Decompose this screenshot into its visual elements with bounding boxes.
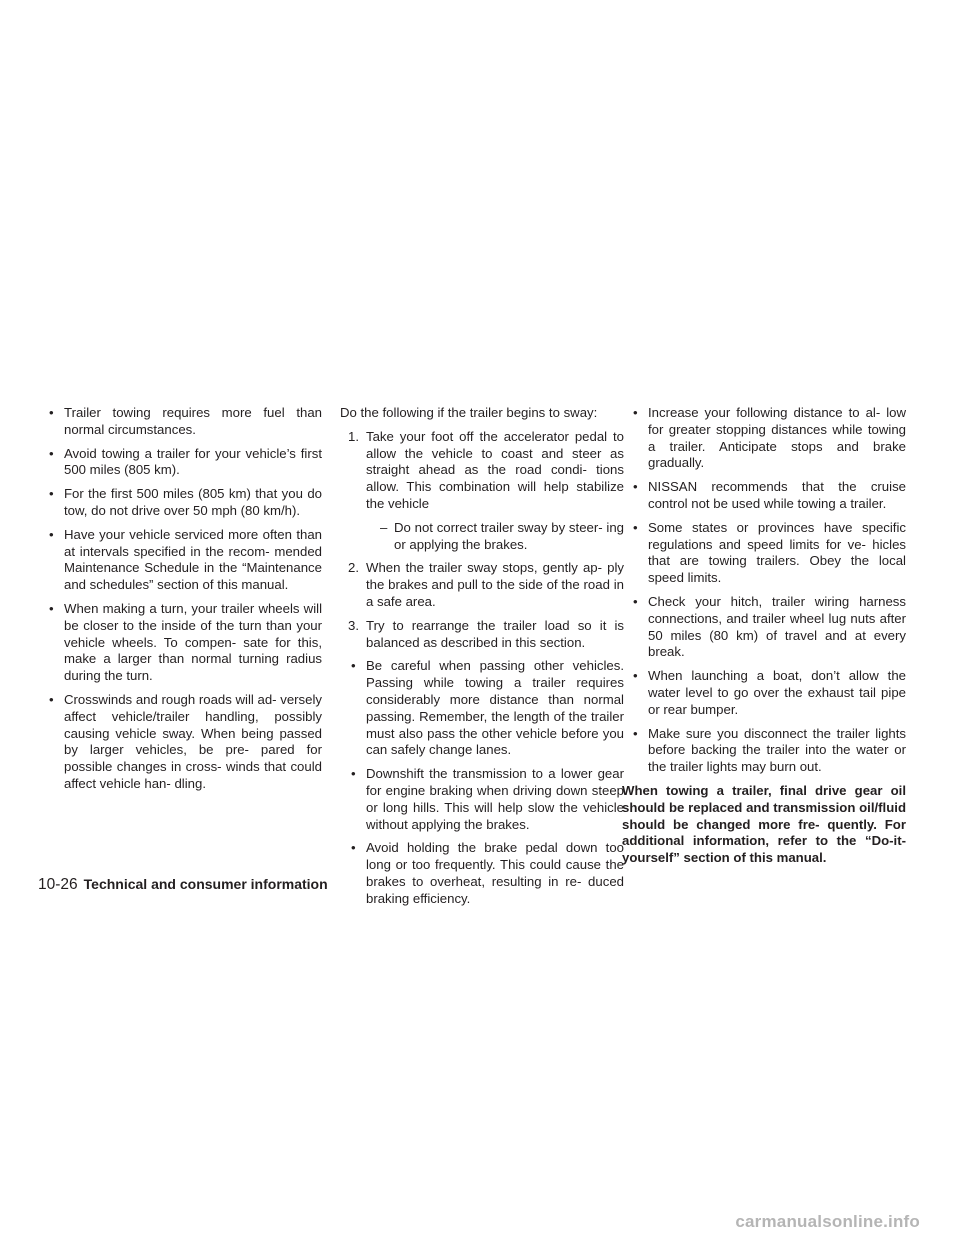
column-2 — [340, 405, 624, 915]
step-text: Take your foot off the accelerator pedal to allow the vehicle to coast and steer as straight ahead as the road condi- tions allow. This combination will help stabilize the vehicle — [366, 428, 624, 511]
gear-oil-note: When towing a trailer, final drive gear oil should be replaced and transmission oil/fluid should be changed more fre- quently. For additional information, refer to the “Do-it-yourself” section of this manual. — [622, 782, 906, 866]
bullet-item: • NISSAN recommends that the cruise control not be used while towing a trailer. — [622, 479, 906, 513]
bullet-item: • Trailer towing requires more fuel than normal circumstances. — [38, 405, 322, 439]
sub-note: – Do not correct trailer sway by steer- ing or applying the brakes. — [340, 520, 624, 554]
bullet-item: • Be careful when passing other vehicles. Passing while towing a trailer requires considerably more distance than normal passing. Remember, the length of the trailer must also pass the other vehicle before you can safely change lanes. — [340, 658, 624, 759]
bullet-item: • Check your hitch, trailer wiring harness connections, and trailer wheel lug nuts after 50 miles (80 km) of travel and at every break. — [622, 594, 906, 661]
column-3 — [622, 405, 906, 874]
bullet-item: • Make sure you disconnect the trailer lights before backing the trailer into the water or the trailer lights may burn out. — [622, 726, 906, 776]
page-number: 10-26 — [38, 876, 78, 893]
page-footer — [38, 876, 328, 894]
bullet-item: • For the first 500 miles (805 km) that you do tow, do not drive over 50 mph (80 km/h). — [38, 486, 322, 520]
section-title: Technical and consumer information — [83, 876, 328, 892]
bullet-item: • Downshift the transmission to a lower gear for engine braking when driving down steep or long hills. This will help slow the vehicle without applying the brakes. — [340, 766, 624, 833]
step-number: 2. — [348, 560, 359, 576]
bullet-item: • Some states or provinces have specific regulations and speed limits for ve- hicles that are towing trailers. Obey the local speed limits. — [622, 520, 906, 587]
bullet-item: • When launching a boat, don’t allow the water level to go over the exhaust tail pipe or rear bumper. — [622, 668, 906, 718]
sway-intro: Do the following if the trailer begins to sway: — [340, 405, 598, 420]
bullet-item: • Avoid towing a trailer for your vehicle’s first 500 miles (805 km). — [38, 446, 322, 480]
bullet-item: • Increase your following distance to al- low for greater stopping distances while towing a trailer. Anticipate stops and brake gradually. — [622, 405, 906, 472]
bullet-item: • Have your vehicle serviced more often than at intervals specified in the recom- mended Maintenance Schedule in the “Maintenance and schedules” section of this manual. — [38, 527, 322, 594]
bullet-item: • When making a turn, your trailer wheels will be closer to the inside of the turn than your vehicle wheels. To compen- sate for this, make a larger than normal turning radius during the turn. — [38, 601, 322, 685]
step-text: Try to rearrange the trailer load so it is balanced as described in this section. — [366, 617, 624, 650]
step-item — [340, 618, 624, 652]
step-number: 3. — [348, 617, 359, 633]
step-item — [340, 560, 624, 610]
step-number: 1. — [348, 428, 359, 444]
bullet-item: • Crosswinds and rough roads will ad- versely affect vehicle/trailer handling, possibly causing vehicle sway. When being passed by larger vehicles, be pre- pared for possible changes in cross- winds that could affect vehicle han- dling. — [38, 692, 322, 793]
watermark: carmanualsonline.info — [735, 1212, 920, 1231]
bullet-item: • Avoid holding the brake pedal down too long or too frequently. This could cause the brakes to overheat, resulting in re- duced braking efficiency. — [340, 840, 624, 907]
step-text: When the trailer sway stops, gently ap- ply the brakes and pull to the side of the road in a safe area. — [366, 560, 624, 609]
step-item — [340, 429, 624, 513]
column-1 — [38, 405, 322, 800]
